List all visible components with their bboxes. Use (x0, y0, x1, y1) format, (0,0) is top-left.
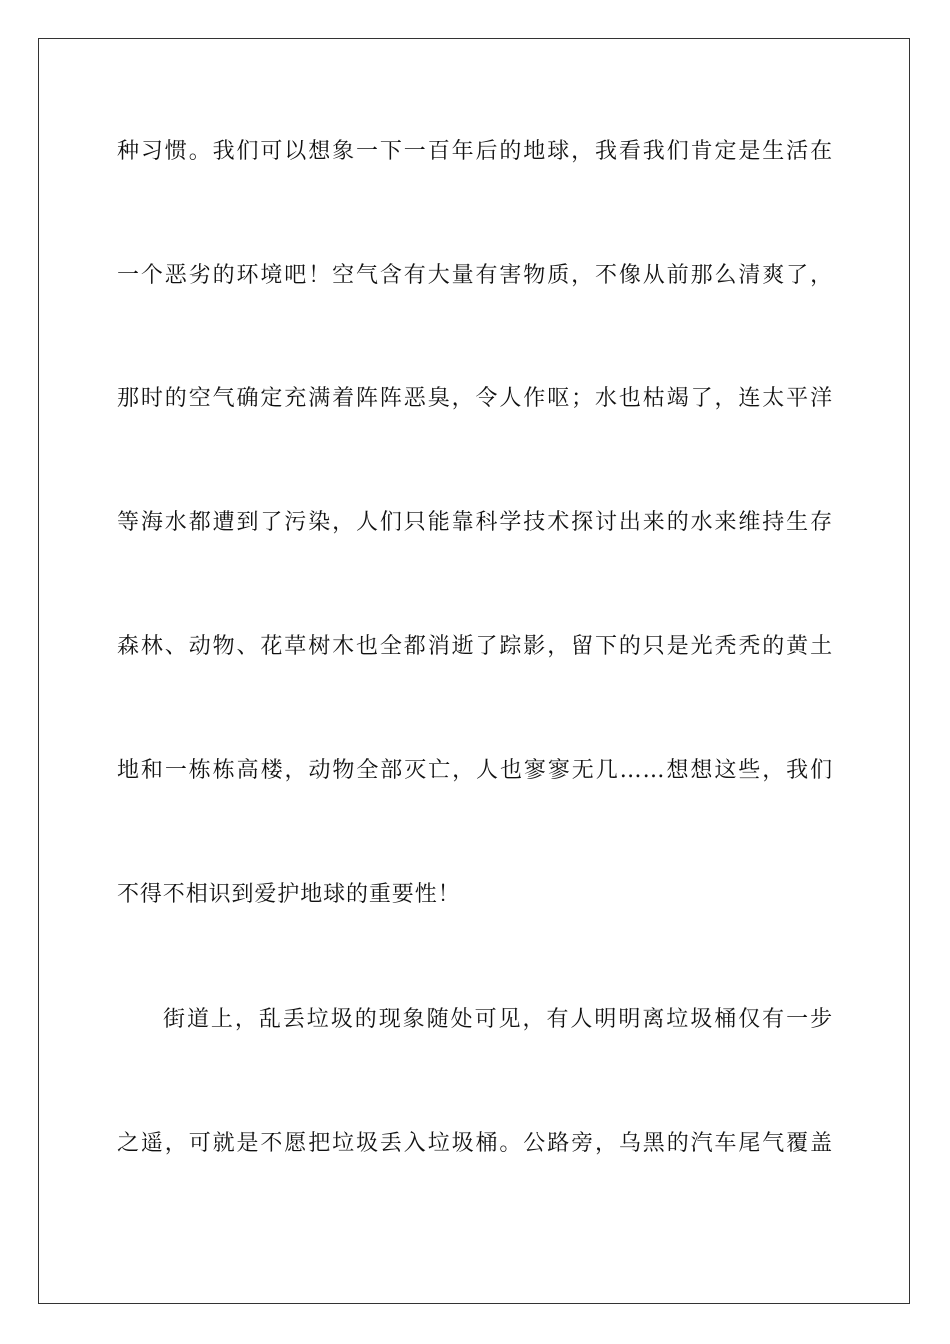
paragraph-start-line: 街道上，乱丢垃圾的现象随处可见，有人明明离垃圾桶仅有一步 (163, 1007, 833, 1032)
text-line-6: 地和一栋栋高楼，动物全部灭亡，人也寥寥无几……想想这些，我们 (117, 758, 833, 783)
text-line-9: 之遥，可就是不愿把垃圾丢入垃圾桶。公路旁，乌黑的汽车尾气覆盖 (117, 1131, 833, 1156)
text-line-3: 那时的空气确定充满着阵阵恶臭，令人作呕；水也枯竭了，连太平洋 (117, 386, 833, 411)
text-line-7: 不得不相识到爱护地球的重要性！ (117, 882, 461, 907)
page-border (38, 38, 910, 1304)
text-line-5: 森林、动物、花草树木也全都消逝了踪影，留下的只是光秃秃的黄土 (117, 634, 833, 659)
text-line-1: 种习惯。我们可以想象一下一百年后的地球，我看我们肯定是生活在 (117, 139, 833, 164)
text-line-4: 等海水都遭到了污染，人们只能靠科学技术探讨出来的水来维持生存 (117, 510, 833, 535)
text-line-2: 一个恶劣的环境吧！空气含有大量有害物质，不像从前那么清爽了， (117, 263, 833, 288)
